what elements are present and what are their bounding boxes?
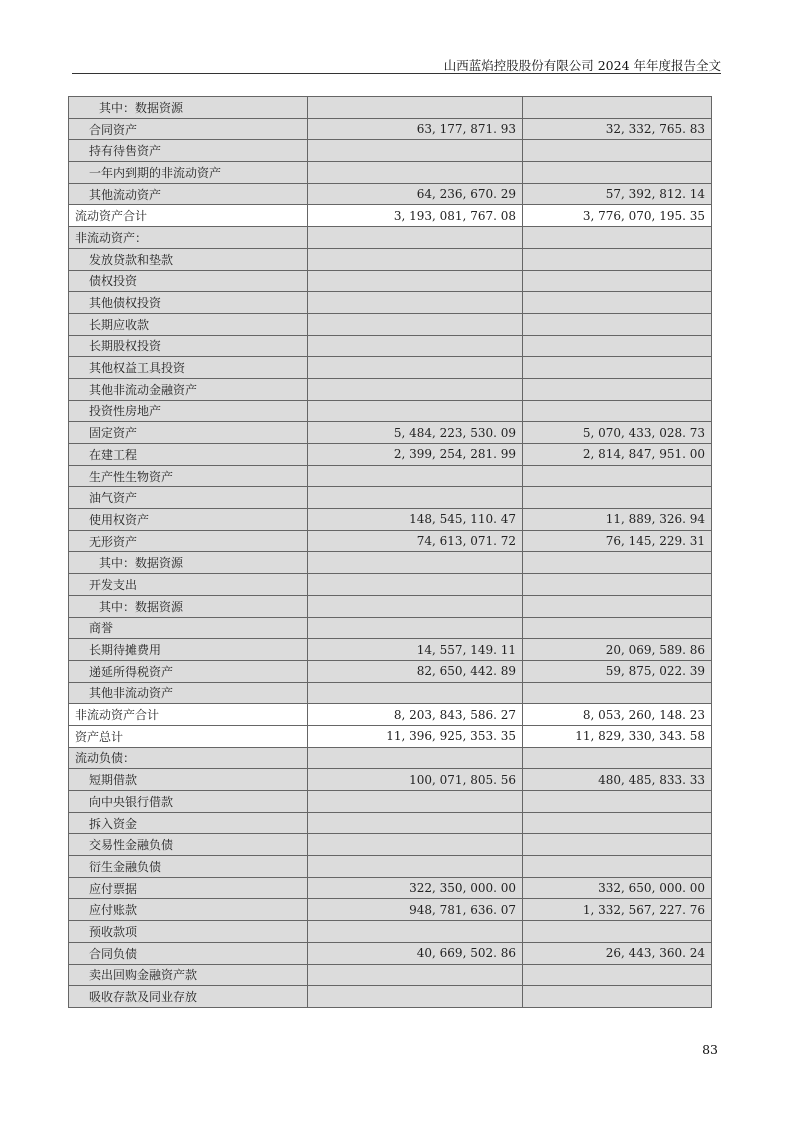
prior-period-value	[523, 378, 712, 400]
row-label: 衍生金融负债	[69, 856, 308, 878]
header-divider	[72, 73, 721, 74]
row-label: 长期应收款	[69, 313, 308, 335]
table-row	[69, 162, 712, 184]
prior-period-value: 26, 443, 360. 24	[523, 942, 712, 964]
row-label: 开发支出	[69, 574, 308, 596]
prior-period-value	[523, 97, 712, 119]
current-period-value	[308, 335, 523, 357]
prior-period-value	[523, 617, 712, 639]
table-row	[69, 487, 712, 509]
prior-period-value	[523, 487, 712, 509]
current-period-value	[308, 595, 523, 617]
table-row	[69, 292, 712, 314]
row-label: 合同负债	[69, 942, 308, 964]
table-row	[69, 400, 712, 422]
prior-period-value: 11, 829, 330, 343. 58	[523, 725, 712, 747]
current-period-value	[308, 747, 523, 769]
table-row	[69, 335, 712, 357]
prior-period-value	[523, 682, 712, 704]
table-row	[69, 747, 712, 769]
row-label: 长期待摊费用	[69, 639, 308, 661]
prior-period-value	[523, 248, 712, 270]
prior-period-value	[523, 812, 712, 834]
current-period-value	[308, 465, 523, 487]
page-number: 83	[702, 1042, 718, 1057]
prior-period-value	[523, 313, 712, 335]
prior-period-value	[523, 270, 712, 292]
current-period-value	[308, 856, 523, 878]
table-row	[69, 639, 712, 661]
current-period-value	[308, 227, 523, 249]
current-period-value: 5, 484, 223, 530. 09	[308, 422, 523, 444]
current-period-value	[308, 986, 523, 1008]
prior-period-value	[523, 465, 712, 487]
prior-period-value	[523, 595, 712, 617]
row-label: 交易性金融负债	[69, 834, 308, 856]
current-period-value	[308, 313, 523, 335]
table-row	[69, 509, 712, 531]
prior-period-value: 1, 332, 567, 227. 76	[523, 899, 712, 921]
current-period-value	[308, 162, 523, 184]
row-label: 递延所得税资产	[69, 660, 308, 682]
table-row	[69, 270, 712, 292]
current-period-value	[308, 574, 523, 596]
current-period-value	[308, 357, 523, 379]
row-label: 其中：数据资源	[69, 552, 308, 574]
table-row	[69, 856, 712, 878]
current-period-value: 8, 203, 843, 586. 27	[308, 704, 523, 726]
current-period-value	[308, 682, 523, 704]
prior-period-value: 20, 069, 589. 86	[523, 639, 712, 661]
prior-period-value: 5, 070, 433, 028. 73	[523, 422, 712, 444]
prior-period-value	[523, 292, 712, 314]
table-row	[69, 617, 712, 639]
table-row	[69, 986, 712, 1008]
current-period-value: 14, 557, 149. 11	[308, 639, 523, 661]
row-label: 生产性生物资产	[69, 465, 308, 487]
prior-period-value: 8, 053, 260, 148. 23	[523, 704, 712, 726]
row-label: 合同资产	[69, 118, 308, 140]
row-label: 使用权资产	[69, 509, 308, 531]
table-row	[69, 769, 712, 791]
row-label: 其他权益工具投资	[69, 357, 308, 379]
table-row	[69, 97, 712, 119]
report-header-title: 山西蓝焰控股股份有限公司 2024 年年度报告全文	[443, 58, 721, 73]
table-row	[69, 682, 712, 704]
current-period-value: 948, 781, 636. 07	[308, 899, 523, 921]
row-label: 吸收存款及同业存放	[69, 986, 308, 1008]
prior-period-value: 480, 485, 833. 33	[523, 769, 712, 791]
table-row	[69, 725, 712, 747]
prior-period-value	[523, 357, 712, 379]
current-period-value: 63, 177, 871. 93	[308, 118, 523, 140]
current-period-value	[308, 791, 523, 813]
row-label: 投资性房地产	[69, 400, 308, 422]
row-label: 非流动资产：	[69, 227, 308, 249]
row-label: 发放贷款和垫款	[69, 248, 308, 270]
table-row	[69, 899, 712, 921]
table-row	[69, 877, 712, 899]
row-label: 预收款项	[69, 921, 308, 943]
current-period-value	[308, 140, 523, 162]
current-period-value: 100, 071, 805. 56	[308, 769, 523, 791]
row-label: 资产总计	[69, 725, 308, 747]
prior-period-value	[523, 986, 712, 1008]
row-label: 流动资产合计	[69, 205, 308, 227]
current-period-value: 74, 613, 071. 72	[308, 530, 523, 552]
table-row	[69, 552, 712, 574]
prior-period-value	[523, 227, 712, 249]
current-period-value	[308, 378, 523, 400]
balance-sheet-table	[68, 96, 712, 1008]
row-label: 固定资产	[69, 422, 308, 444]
prior-period-value	[523, 791, 712, 813]
prior-period-value	[523, 834, 712, 856]
table-row	[69, 530, 712, 552]
row-label: 一年内到期的非流动资产	[69, 162, 308, 184]
current-period-value	[308, 400, 523, 422]
current-period-value	[308, 270, 523, 292]
current-period-value	[308, 812, 523, 834]
prior-period-value: 332, 650, 000. 00	[523, 877, 712, 899]
prior-period-value: 2, 814, 847, 951. 00	[523, 444, 712, 466]
table-row	[69, 921, 712, 943]
current-period-value: 64, 236, 670. 29	[308, 183, 523, 205]
row-label: 短期借款	[69, 769, 308, 791]
row-label: 向中央银行借款	[69, 791, 308, 813]
current-period-value	[308, 964, 523, 986]
table-row	[69, 378, 712, 400]
row-label: 其他非流动金融资产	[69, 378, 308, 400]
row-label: 非流动资产合计	[69, 704, 308, 726]
row-label: 其他非流动资产	[69, 682, 308, 704]
prior-period-value: 76, 145, 229. 31	[523, 530, 712, 552]
prior-period-value: 32, 332, 765. 83	[523, 118, 712, 140]
prior-period-value	[523, 574, 712, 596]
row-label: 拆入资金	[69, 812, 308, 834]
prior-period-value	[523, 856, 712, 878]
table-row	[69, 357, 712, 379]
row-label: 卖出回购金融资产款	[69, 964, 308, 986]
row-label: 无形资产	[69, 530, 308, 552]
current-period-value	[308, 292, 523, 314]
current-period-value	[308, 552, 523, 574]
prior-period-value	[523, 162, 712, 184]
current-period-value: 82, 650, 442. 89	[308, 660, 523, 682]
prior-period-value	[523, 921, 712, 943]
row-label: 其中：数据资源	[69, 595, 308, 617]
table-row	[69, 942, 712, 964]
table-row	[69, 660, 712, 682]
current-period-value	[308, 487, 523, 509]
prior-period-value	[523, 400, 712, 422]
current-period-value: 148, 545, 110. 47	[308, 509, 523, 531]
current-period-value	[308, 97, 523, 119]
table-row	[69, 444, 712, 466]
current-period-value	[308, 248, 523, 270]
table-row	[69, 574, 712, 596]
table-row	[69, 118, 712, 140]
table-row	[69, 422, 712, 444]
table-row	[69, 834, 712, 856]
current-period-value	[308, 834, 523, 856]
row-label: 持有待售资产	[69, 140, 308, 162]
prior-period-value	[523, 335, 712, 357]
table-row	[69, 140, 712, 162]
current-period-value	[308, 617, 523, 639]
row-label: 在建工程	[69, 444, 308, 466]
row-label: 其中：数据资源	[69, 97, 308, 119]
prior-period-value: 11, 889, 326. 94	[523, 509, 712, 531]
prior-period-value	[523, 747, 712, 769]
table-row	[69, 812, 712, 834]
row-label: 应付票据	[69, 877, 308, 899]
current-period-value: 11, 396, 925, 353. 35	[308, 725, 523, 747]
current-period-value	[308, 921, 523, 943]
row-label: 长期股权投资	[69, 335, 308, 357]
row-label: 其他债权投资	[69, 292, 308, 314]
balance-sheet-body	[69, 97, 712, 1008]
row-label: 债权投资	[69, 270, 308, 292]
table-row	[69, 791, 712, 813]
table-row	[69, 313, 712, 335]
table-row	[69, 248, 712, 270]
current-period-value: 322, 350, 000. 00	[308, 877, 523, 899]
row-label: 商誉	[69, 617, 308, 639]
prior-period-value: 59, 875, 022. 39	[523, 660, 712, 682]
table-row	[69, 205, 712, 227]
table-row	[69, 465, 712, 487]
prior-period-value	[523, 140, 712, 162]
row-label: 油气资产	[69, 487, 308, 509]
prior-period-value: 57, 392, 812. 14	[523, 183, 712, 205]
current-period-value: 3, 193, 081, 767. 08	[308, 205, 523, 227]
current-period-value: 40, 669, 502. 86	[308, 942, 523, 964]
table-row	[69, 183, 712, 205]
prior-period-value	[523, 964, 712, 986]
current-period-value: 2, 399, 254, 281. 99	[308, 444, 523, 466]
table-row	[69, 964, 712, 986]
row-label: 应付账款	[69, 899, 308, 921]
prior-period-value: 3, 776, 070, 195. 35	[523, 205, 712, 227]
prior-period-value	[523, 552, 712, 574]
row-label: 流动负债：	[69, 747, 308, 769]
table-row	[69, 704, 712, 726]
table-row	[69, 595, 712, 617]
row-label: 其他流动资产	[69, 183, 308, 205]
table-row	[69, 227, 712, 249]
